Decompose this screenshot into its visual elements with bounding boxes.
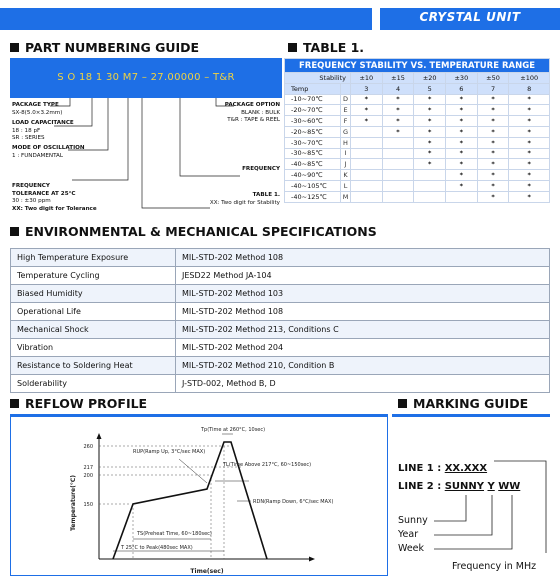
table-row: [285, 159, 550, 170]
table-row: [11, 285, 550, 303]
availability-cell: *: [382, 126, 414, 137]
stability-code-cell: 5: [414, 83, 446, 94]
spec-method-cell: JESD22 Method JA-104: [176, 267, 550, 285]
table-row: [11, 357, 550, 375]
square-bullet-icon: [10, 227, 19, 236]
temp-code-cell: M: [341, 191, 351, 202]
table-row: [285, 116, 550, 127]
availability-cell: [382, 159, 414, 170]
y-axis-arrow-icon: [97, 433, 102, 439]
spec-method-cell: MIL-STD-202 Method 210, Condition B: [176, 357, 550, 375]
availability-cell: *: [477, 105, 509, 116]
availability-cell: [351, 137, 383, 148]
spec-method-cell: MIL-STD-202 Method 108: [176, 249, 550, 267]
line2-week: WW: [498, 481, 521, 492]
spec-method-cell: MIL-STD-202 Method 204: [176, 339, 550, 357]
availability-cell: *: [414, 116, 446, 127]
temp-range-cell: -20~70℃: [285, 105, 341, 116]
y-tick-217: 217: [83, 465, 93, 471]
availability-cell: [414, 180, 446, 191]
stability-header-cell: ±50: [477, 73, 509, 84]
label-frequency-tolerance: FREQUENCY TOLERANCE AT 25°C 30 : ±30 ppm XX: Two digit for Tolerance: [12, 183, 97, 212]
stability-code-cell: 4: [382, 83, 414, 94]
ann-peak: T 25°C to Peak(480sec MAX): [121, 545, 193, 551]
heading-text: TABLE 1.: [303, 40, 365, 55]
legend-week: Week: [398, 543, 425, 554]
leader-week: [434, 495, 512, 549]
availability-cell: *: [477, 159, 509, 170]
square-bullet-icon: [10, 43, 19, 52]
y-axis-label: Temperature(°C): [70, 474, 77, 532]
availability-cell: [351, 180, 383, 191]
availability-cell: *: [414, 159, 446, 170]
legend-sunny: Sunny: [398, 515, 428, 526]
temp-range-cell: -30~85℃: [285, 148, 341, 159]
table-row: [285, 180, 550, 191]
ann-ts: TS(Preheat Time, 60~180sec): [137, 531, 212, 537]
stability-code-cell: 6: [446, 83, 478, 94]
banner-title-box: [380, 8, 560, 30]
availability-cell: [351, 126, 383, 137]
availability-cell: *: [509, 126, 550, 137]
label-table-ref: TABLE 1. XX: Two digit for Stability: [209, 192, 280, 206]
legend-frequency: Frequency in MHz: [452, 561, 537, 572]
leader-year: [434, 495, 492, 535]
temp-code-cell: L: [341, 180, 351, 191]
leader-line: [72, 98, 128, 180]
availability-cell: *: [509, 137, 550, 148]
availability-cell: [414, 170, 446, 181]
heading-text: PART NUMBERING GUIDE: [25, 40, 200, 55]
label-frequency: FREQUENCY: [242, 166, 280, 172]
availability-cell: *: [414, 126, 446, 137]
table-row: [11, 375, 550, 393]
availability-cell: [382, 170, 414, 181]
marking-guide: [392, 414, 550, 576]
top-banner: [0, 8, 560, 30]
leader-line: [68, 98, 108, 150]
spec-name-cell: Mechanical Shock: [11, 321, 176, 339]
availability-cell: *: [509, 191, 550, 202]
availability-cell: *: [446, 148, 478, 159]
label-package-type: PACKAGE TYPE SX-8(5.0×3.2mm): [12, 102, 63, 116]
square-bullet-icon: [10, 399, 19, 408]
availability-cell: *: [446, 94, 478, 105]
ann-tp: Tp(Time at 260°C, 10sec): [201, 427, 266, 433]
label-package-option: PACKAGE OPTION BLANK : BULK T&R : TAPE & REEL: [224, 102, 280, 123]
temp-range-cell: -30~70℃: [285, 137, 341, 148]
stability-header-cell: ±30: [446, 73, 478, 84]
availability-cell: *: [477, 148, 509, 159]
heading-env: [10, 224, 377, 239]
availability-cell: *: [382, 105, 414, 116]
temp-range-cell: -40~85℃: [285, 159, 341, 170]
square-bullet-icon: [288, 43, 297, 52]
temp-code-cell: D: [341, 94, 351, 105]
rup-pointer: [179, 459, 207, 483]
temp-range-cell: -20~85℃: [285, 126, 341, 137]
heading-text: ENVIRONMENTAL & MECHANICAL SPECIFICATIONS: [25, 224, 377, 239]
line2-year: Y: [487, 481, 495, 492]
heading-part-numbering: [10, 40, 199, 55]
availability-cell: *: [446, 137, 478, 148]
heading-reflow: [10, 396, 147, 411]
line2-sunny: SUNNY: [444, 481, 485, 492]
spec-name-cell: Vibration: [11, 339, 176, 357]
stability-table: [284, 58, 550, 203]
availability-cell: [382, 180, 414, 191]
stability-header-cell: ±15: [382, 73, 414, 84]
availability-cell: *: [509, 105, 550, 116]
availability-cell: [351, 148, 383, 159]
temp-range-cell: -40~125℃: [285, 191, 341, 202]
availability-cell: *: [382, 116, 414, 127]
marking-line2: LINE 2 : SUNNY Y WW: [398, 481, 521, 492]
table-row: [285, 94, 550, 105]
reflow-curve: [113, 442, 267, 559]
temp-code-cell: J: [341, 159, 351, 170]
heading-text: MARKING GUIDE: [413, 396, 529, 411]
table-row: [285, 126, 550, 137]
availability-cell: *: [477, 94, 509, 105]
availability-cell: [351, 170, 383, 181]
table-row: [11, 339, 550, 357]
x-axis-label: Time(sec): [190, 568, 224, 575]
y-tick-260: 260: [83, 444, 93, 450]
temp-code-cell: G: [341, 126, 351, 137]
availability-cell: *: [351, 94, 383, 105]
availability-cell: *: [351, 105, 383, 116]
marking-line1: LINE 1 : XX.XXX: [398, 463, 488, 474]
table-row: [11, 267, 550, 285]
availability-cell: *: [509, 180, 550, 191]
availability-cell: *: [351, 116, 383, 127]
table-row: [11, 303, 550, 321]
spec-name-cell: Operational Life: [11, 303, 176, 321]
availability-cell: *: [446, 180, 478, 191]
availability-cell: *: [446, 126, 478, 137]
availability-cell: [414, 191, 446, 202]
temp-range-cell: -40~90℃: [285, 170, 341, 181]
availability-cell: *: [509, 116, 550, 127]
part-number-code: S O 18 1 30 M7 – 27.00000 – T&R: [57, 72, 235, 83]
availability-cell: *: [414, 94, 446, 105]
spec-name-cell: Solderability: [11, 375, 176, 393]
availability-cell: *: [446, 105, 478, 116]
temp-code-cell: H: [341, 137, 351, 148]
stability-table-body: [285, 94, 550, 202]
availability-cell: [351, 191, 383, 202]
temp-range-cell: -10~70℃: [285, 94, 341, 105]
availability-cell: *: [477, 180, 509, 191]
heading-marking: [398, 396, 528, 411]
table-row: [285, 137, 550, 148]
temp-code-cell: F: [341, 116, 351, 127]
stability-code-cell: 7: [477, 83, 509, 94]
spec-method-cell: J-STD-002, Method B, D: [176, 375, 550, 393]
availability-cell: *: [477, 116, 509, 127]
availability-cell: *: [477, 126, 509, 137]
spec-method-cell: MIL-STD-202 Method 213, Conditions C: [176, 321, 550, 339]
leader-sunny: [434, 495, 466, 521]
table-row: [285, 105, 550, 116]
ann-ramp-up: RUP(Ramp Up, 3°C/sec MAX): [133, 449, 206, 455]
spec-name-cell: Resistance to Soldering Heat: [11, 357, 176, 375]
banner-title: CRYSTAL UNIT: [419, 10, 521, 24]
availability-cell: [382, 148, 414, 159]
spec-method-cell: MIL-STD-202 Method 103: [176, 285, 550, 303]
availability-cell: *: [446, 159, 478, 170]
square-bullet-icon: [398, 399, 407, 408]
leader-frequency: [494, 461, 546, 553]
spec-method-cell: MIL-STD-202 Method 108: [176, 303, 550, 321]
heading-text: REFLOW PROFILE: [25, 396, 148, 411]
availability-cell: *: [477, 137, 509, 148]
availability-cell: *: [446, 116, 478, 127]
env-specs-table: [10, 248, 550, 393]
y-tick-200: 200: [83, 473, 93, 479]
table-row: [11, 249, 550, 267]
availability-cell: *: [509, 94, 550, 105]
legend-year: Year: [398, 529, 419, 540]
availability-cell: *: [414, 105, 446, 116]
label-load-capacitance: LOAD CAPACITANCE 18 : 18 pF SR : SERIES: [12, 120, 74, 141]
leader-line: [142, 98, 210, 208]
temp-label: Temp: [285, 83, 341, 94]
stability-code-cell: 8: [509, 83, 550, 94]
heading-table1: [288, 40, 364, 55]
table-row: [285, 170, 550, 181]
availability-cell: [382, 191, 414, 202]
availability-cell: [382, 137, 414, 148]
stability-header-cell: ±20: [414, 73, 446, 84]
line1-value: XX.XXX: [444, 463, 488, 474]
x-axis-arrow-icon: [309, 557, 315, 562]
temp-code-cell: E: [341, 105, 351, 116]
stability-header-cell: ±10: [351, 73, 383, 84]
spec-name-cell: Temperature Cycling: [11, 267, 176, 285]
part-numbering-guide: [10, 58, 282, 218]
availability-cell: *: [509, 159, 550, 170]
availability-cell: *: [509, 148, 550, 159]
table-title: FREQUENCY STABILITY VS. TEMPERATURE RANGE: [285, 59, 550, 73]
stability-label: Stability: [285, 73, 351, 84]
availability-cell: *: [477, 191, 509, 202]
stability-header-row: [285, 73, 550, 84]
ann-tl: TL(Time Above 217°C, 60~150sec): [223, 462, 312, 468]
table-row: [285, 148, 550, 159]
label-mode-of-oscillation: MODE OF OSCILLATION 1 : FUNDAMENTAL: [12, 145, 85, 159]
stability-code-cell: 3: [351, 83, 383, 94]
availability-cell: *: [446, 170, 478, 181]
availability-cell: *: [477, 170, 509, 181]
banner-bar: [0, 8, 372, 30]
table-row: [285, 191, 550, 202]
temp-range-cell: -40~105℃: [285, 180, 341, 191]
spec-name-cell: High Temperature Exposure: [11, 249, 176, 267]
table-row: [11, 321, 550, 339]
availability-cell: *: [414, 137, 446, 148]
reflow-profile-chart: [10, 414, 388, 576]
availability-cell: *: [414, 148, 446, 159]
temp-code-cell: I: [341, 148, 351, 159]
temp-range-cell: -30~60℃: [285, 116, 341, 127]
temp-code-cell: K: [341, 170, 351, 181]
spec-name-cell: Biased Humidity: [11, 285, 176, 303]
availability-cell: *: [509, 170, 550, 181]
availability-cell: *: [382, 94, 414, 105]
availability-cell: [351, 159, 383, 170]
ann-ramp-down: RDN(Ramp Down, 6°C/sec MAX): [253, 499, 334, 505]
reflow-profile-svg: [11, 417, 389, 577]
code-header-row: [285, 83, 550, 94]
stability-header-cell: ±100: [509, 73, 550, 84]
env-specs-body: [11, 249, 550, 393]
availability-cell: [446, 191, 478, 202]
code-blank: [341, 83, 351, 94]
y-tick-150: 150: [83, 502, 93, 508]
